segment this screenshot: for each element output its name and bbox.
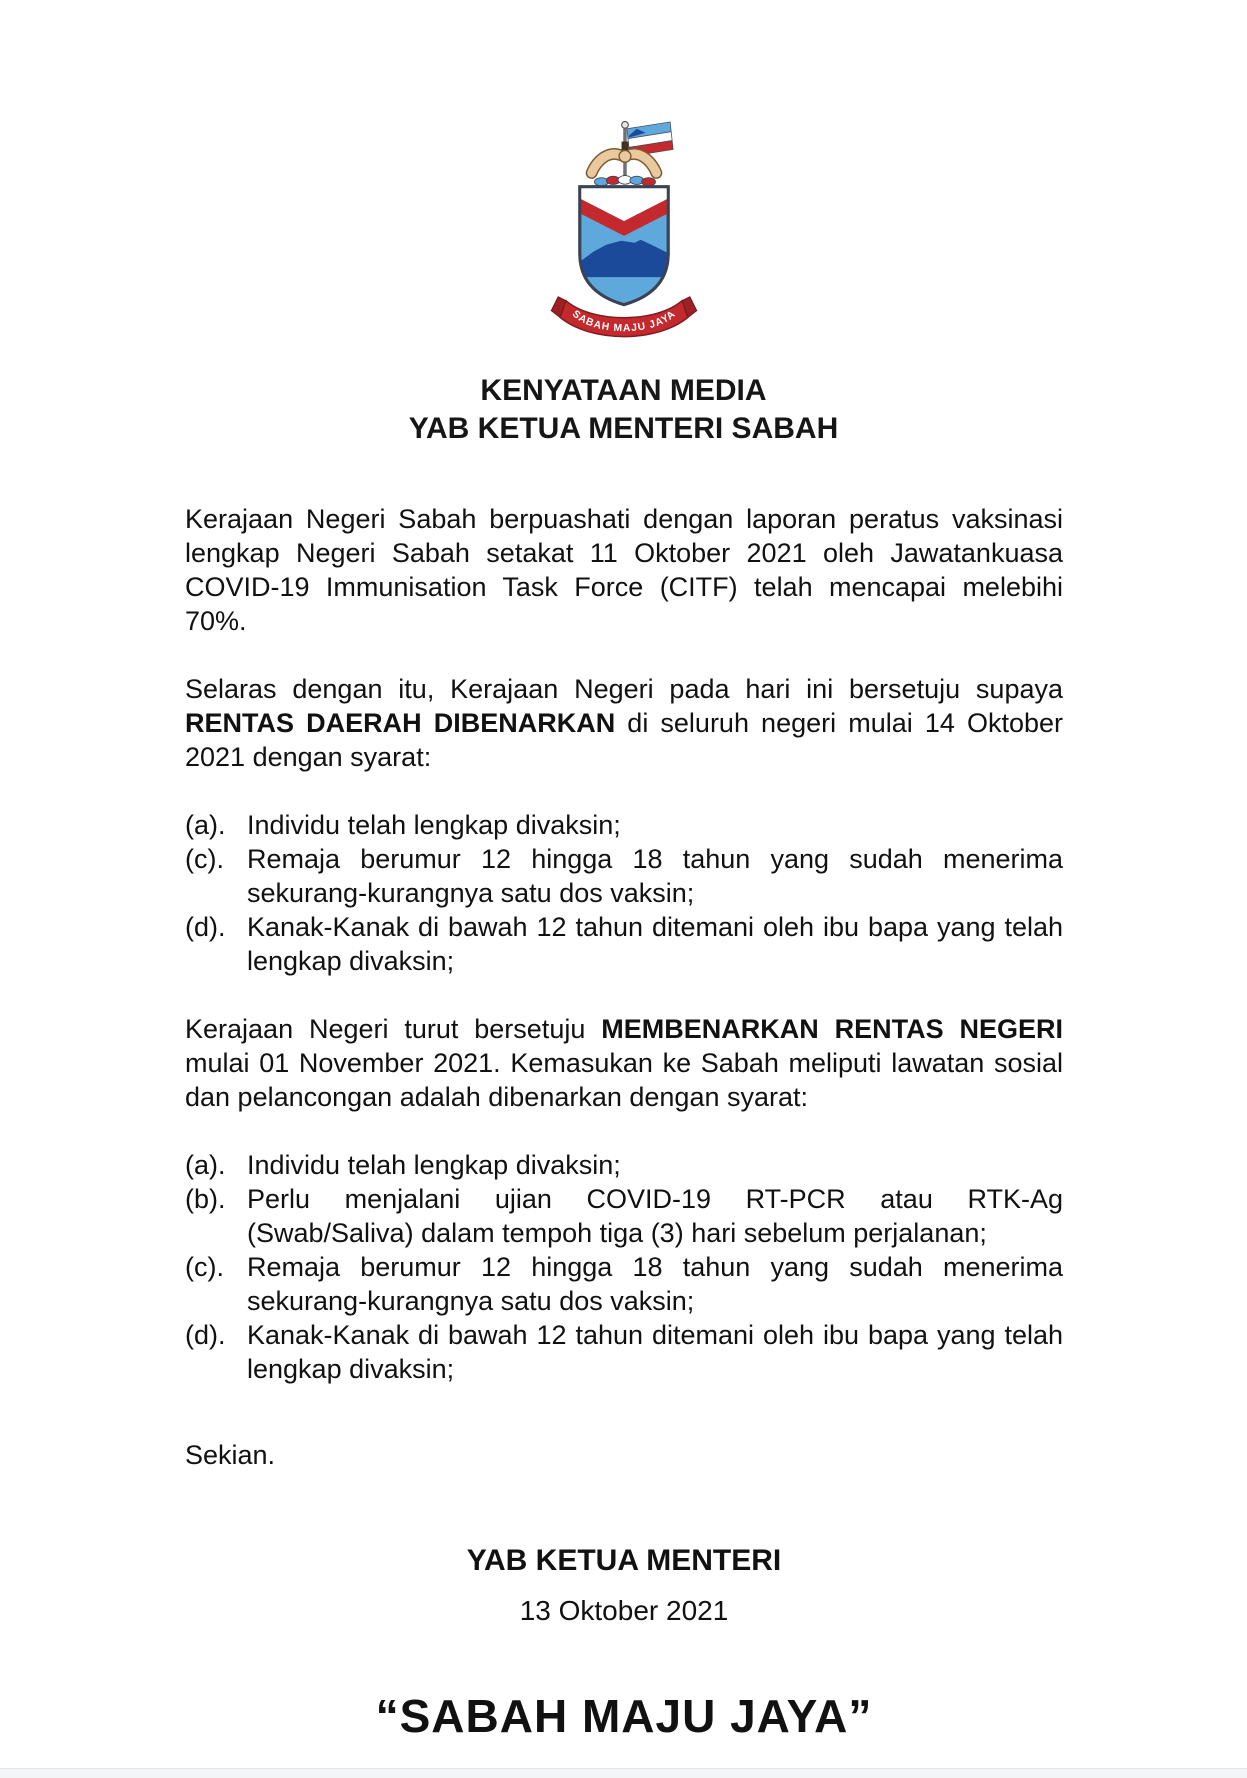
list-item-label: (a). (185, 810, 226, 840)
p2-text-post: di seluruh negeri mulai 14 Oktober 2021 dengan syarat: (185, 708, 1063, 772)
list-item-text: Remaja berumur 12 hingga 18 tahun yang sudah menerima sekurang-kurangnya satu dos vaksin; (247, 844, 1063, 908)
list-item-text: Kanak-Kanak di bawah 12 tahun ditemani oleh ibu bapa yang telah lengkap divaksin; (247, 912, 1063, 976)
page-bottom-edge (0, 1768, 1247, 1778)
paragraph-rentas-daerah (185, 672, 1063, 774)
p3-text-pre: Kerajaan Negeri turut bersetuju (185, 1014, 602, 1044)
list-item (185, 1318, 1063, 1386)
statement-body (185, 502, 1063, 1744)
p3-text-post: mulai 01 November 2021. Kemasukan ke Sabah meliputi lawatan sosial dan pelancongan adalah dibenarkan dengan syarat: (185, 1048, 1063, 1112)
list-item-label: (a). (185, 1150, 226, 1180)
condition-list-interstate (185, 1148, 1063, 1386)
condition-list-district (185, 808, 1063, 978)
p2-text-pre: Selaras dengan itu, Kerajaan Negeri pada hari ini bersetuju supaya (185, 674, 1063, 704)
list-item (185, 1182, 1063, 1250)
list-item-text: Individu telah lengkap divaksin; (247, 810, 621, 840)
p2-bold-phrase: RENTAS DAERAH DIBENARKAN (185, 708, 616, 738)
list-item (185, 910, 1063, 978)
paragraph-rentas-negeri (185, 1012, 1063, 1114)
list-item-label: (c). (185, 1252, 224, 1282)
flagpole-finial (621, 122, 628, 129)
list-item-text: Individu telah lengkap divaksin; (247, 1150, 621, 1180)
sabah-coat-of-arms-icon (550, 116, 698, 342)
torse (594, 176, 655, 186)
title-line-1: KENYATAAN MEDIA (480, 374, 767, 407)
p3-bold-phrase: MEMBENARKAN RENTAS NEGERI (601, 1014, 1063, 1044)
hands (619, 150, 631, 162)
closing-text: Sekian. (185, 1440, 276, 1470)
list-item-text: Perlu menjalani ujian COVID-19 RT-PCR atau RTK-Ag (Swab/Saliva) dalam tempoh tiga (3) hari sebelum perjalanan; (247, 1184, 1063, 1248)
list-item-label: (d). (185, 912, 226, 942)
list-item-text: Remaja berumur 12 hingga 18 tahun yang sudah menerima sekurang-kurangnya satu dos vaksin; (247, 1252, 1063, 1316)
shield (574, 187, 672, 305)
list-item (185, 842, 1063, 910)
list-item-text: Kanak-Kanak di bawah 12 tahun ditemani oleh ibu bapa yang telah lengkap divaksin; (247, 1320, 1063, 1384)
title-line-2: YAB KETUA MENTERI SABAH (408, 412, 839, 445)
state-motto: “SABAH MAJU JAYA” (375, 1690, 873, 1742)
list-item (185, 1250, 1063, 1318)
list-item (185, 1148, 1063, 1182)
document-title (0, 372, 1247, 448)
ribbon-motto-text: SABAH MAJU JAYA (569, 308, 678, 335)
signature-title: YAB KETUA MENTERI (466, 1544, 782, 1577)
list-item (185, 808, 1063, 842)
list-item-label: (c). (185, 844, 224, 874)
list-item-label: (b). (185, 1184, 226, 1214)
list-item-label: (d). (185, 1320, 226, 1350)
crest-container (0, 0, 1247, 347)
statement-date: 13 Oktober 2021 (519, 1595, 729, 1626)
paragraph-vaccination-report: Kerajaan Negeri Sabah berpuashati dengan laporan peratus vaksinasi lengkap Negeri Sabah setakat 11 Oktober 2021 oleh Jawatankuasa COVID-19 Immunisation Task Force (CITF) telah mencapai melebihi 70%. (185, 504, 1063, 636)
